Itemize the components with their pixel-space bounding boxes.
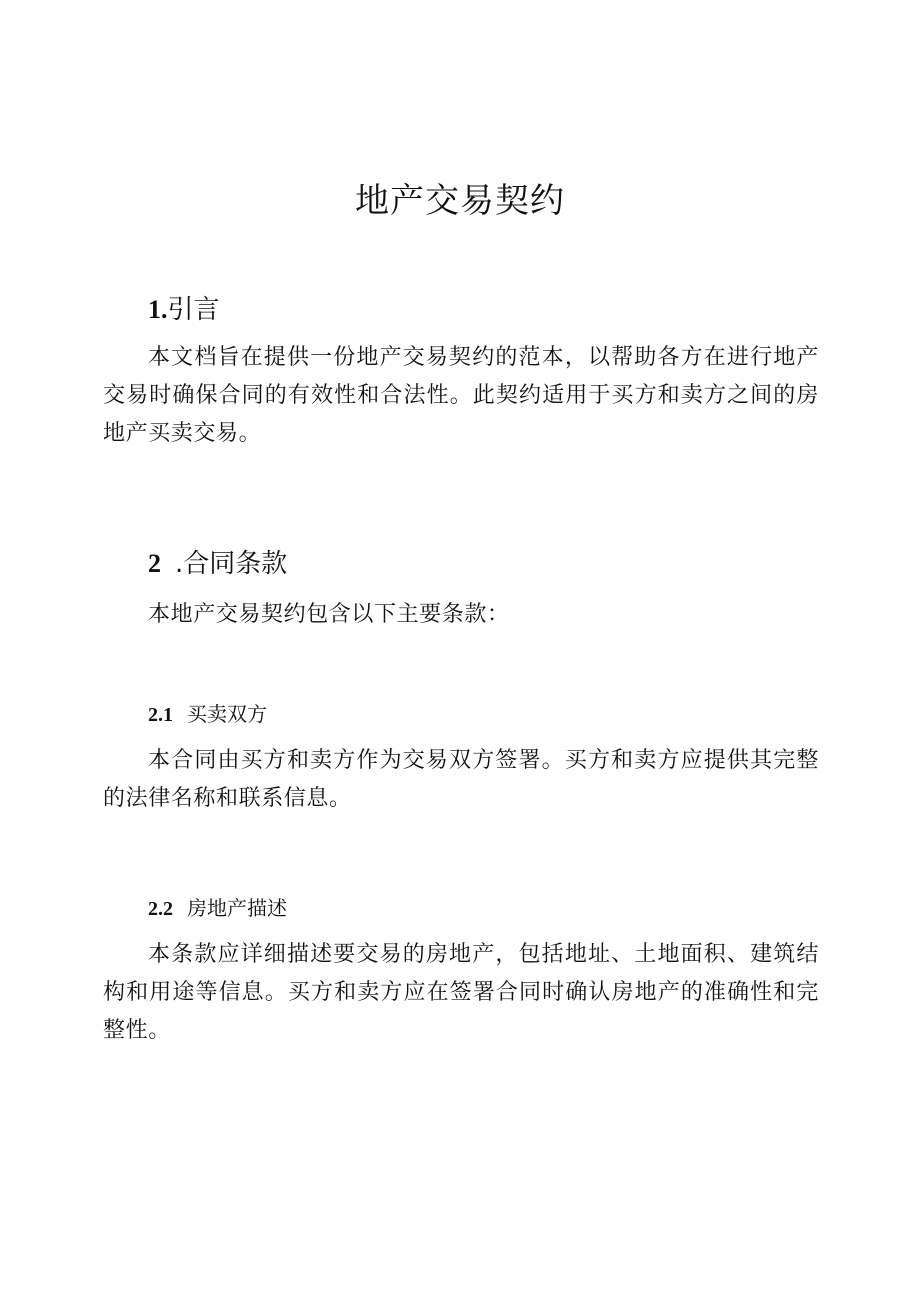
section-body-contract-terms: 本地产交易契约包含以下主要条款： xyxy=(148,602,510,627)
subsection-heading-parties xyxy=(148,699,267,730)
subsection-body-parties: 本合同由买方和卖方作为交易双方签署。买方和卖方应提供其完整的法律名称和联系信息。 xyxy=(103,748,819,811)
document-title: 地产交易契约 xyxy=(355,181,565,221)
subsection-heading-text: 买卖双方 xyxy=(187,702,267,726)
section-number: 1. xyxy=(148,295,168,324)
subsection-number: 2.1 xyxy=(148,704,173,726)
section-heading-contract-terms xyxy=(148,546,287,582)
section-heading-text: 引言 xyxy=(167,295,220,325)
section-body-introduction: 本文档旨在提供一份地产交易契约的范本，以帮助各方在进行地产交易时确保合同的有效性和合法性。此契约适用于买方和卖方之间的房地产买卖交易。 xyxy=(103,345,819,446)
subsection-heading-text: 房地产描述 xyxy=(187,896,287,920)
subsection-heading-property-description xyxy=(148,893,287,924)
section-number: 2 xyxy=(148,549,161,578)
section-heading-text: .合同条款 xyxy=(175,549,288,579)
subsection-number: 2.2 xyxy=(148,898,173,920)
section-heading-introduction xyxy=(148,292,220,328)
subsection-body-property-description: 本条款应详细描述要交易的房地产，包括地址、土地面积、建筑结构和用途等信息。买方和卖方应在签署合同时确认房地产的准确性和完整性。 xyxy=(103,942,819,1043)
